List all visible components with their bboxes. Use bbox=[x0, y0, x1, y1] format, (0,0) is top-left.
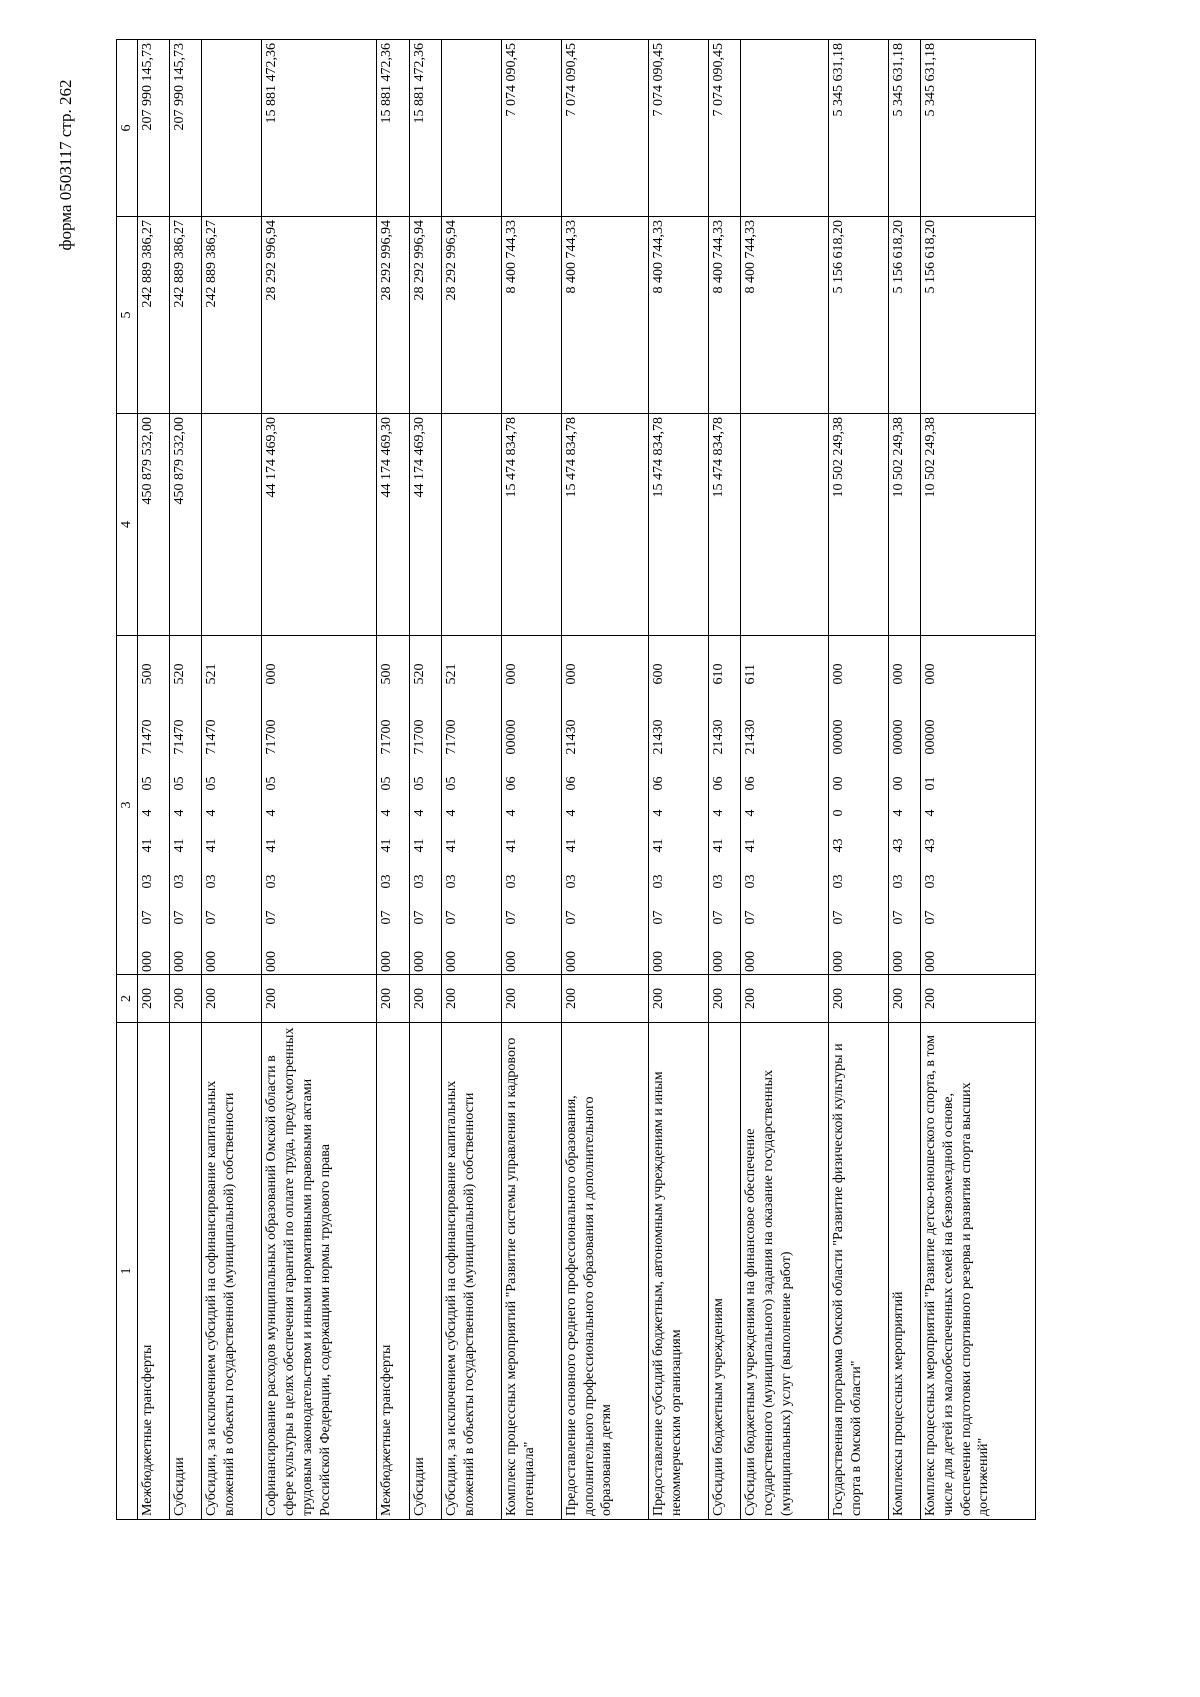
classification-code-part: 71470 bbox=[170, 687, 202, 757]
classification-code-part: 520 bbox=[409, 636, 441, 687]
classification-code-part: 03 bbox=[170, 855, 202, 891]
expense-name: Субсидии бюджетным учреждениям на финансовое обеспечение государственного (муниципального) задания на оказание государственных (муниципальных) услуг (выполнение работ) bbox=[741, 1023, 828, 1520]
classification-code-part: 07 bbox=[138, 891, 170, 927]
classification-code-part: 4 bbox=[501, 793, 561, 819]
classification-code-part: 00 bbox=[828, 757, 888, 793]
approved-amount: 44 174 469,30 bbox=[409, 414, 441, 636]
classification-code-part: 03 bbox=[377, 855, 409, 891]
classification-code-part: 05 bbox=[202, 757, 262, 793]
classification-code-part: 4 bbox=[377, 793, 409, 819]
unexecuted-amount: 15 881 472,36 bbox=[377, 40, 409, 217]
table-row bbox=[741, 40, 828, 1520]
line-code: 200 bbox=[708, 975, 740, 1023]
classification-code-part: 611 bbox=[741, 636, 828, 687]
executed-amount: 8 400 744,33 bbox=[501, 217, 561, 414]
classification-code-part: 000 bbox=[170, 927, 202, 975]
unexecuted-amount: 15 881 472,36 bbox=[409, 40, 441, 217]
classification-code-part: 41 bbox=[741, 819, 828, 855]
unexecuted-amount: 207 990 145,73 bbox=[138, 40, 170, 217]
classification-code-part: 71700 bbox=[441, 687, 501, 757]
classification-code-part: 41 bbox=[561, 819, 648, 855]
classification-code-part: 41 bbox=[501, 819, 561, 855]
classification-code-part: 03 bbox=[920, 855, 1035, 891]
classification-code-part: 41 bbox=[377, 819, 409, 855]
classification-code-part: 00 bbox=[888, 757, 920, 793]
classification-code-part: 71470 bbox=[138, 687, 170, 757]
classification-code-part: 41 bbox=[138, 819, 170, 855]
classification-code-part: 21430 bbox=[708, 687, 740, 757]
classification-code-part: 4 bbox=[262, 793, 377, 819]
classification-code-part: 000 bbox=[262, 636, 377, 687]
classification-code-part: 21430 bbox=[741, 687, 828, 757]
approved-amount bbox=[202, 414, 262, 636]
classification-code-part: 4 bbox=[170, 793, 202, 819]
expense-name: Субсидии bbox=[170, 1023, 202, 1520]
classification-code-part: 4 bbox=[138, 793, 170, 819]
classification-code-part: 03 bbox=[441, 855, 501, 891]
classification-code-part: 03 bbox=[888, 855, 920, 891]
classification-code-part: 521 bbox=[202, 636, 262, 687]
classification-code-part: 000 bbox=[828, 927, 888, 975]
classification-code-part: 01 bbox=[920, 757, 1035, 793]
line-code: 200 bbox=[138, 975, 170, 1023]
classification-code-part: 06 bbox=[708, 757, 740, 793]
classification-code-part: 000 bbox=[920, 927, 1035, 975]
unexecuted-amount: 7 074 090,45 bbox=[649, 40, 709, 217]
classification-code-part: 41 bbox=[262, 819, 377, 855]
classification-code-part: 07 bbox=[888, 891, 920, 927]
expense-name: Межбюджетные трансферты bbox=[377, 1023, 409, 1520]
executed-amount: 5 156 618,20 bbox=[828, 217, 888, 414]
classification-code-part: 07 bbox=[649, 891, 709, 927]
unexecuted-amount: 5 345 631,18 bbox=[828, 40, 888, 217]
classification-code-part: 03 bbox=[708, 855, 740, 891]
table-row bbox=[649, 40, 709, 1520]
classification-code-part: 03 bbox=[262, 855, 377, 891]
column-number-row bbox=[117, 40, 138, 1520]
classification-code-part: 610 bbox=[708, 636, 740, 687]
column-number: 3 bbox=[117, 636, 138, 975]
table-row bbox=[920, 40, 1035, 1520]
approved-amount bbox=[741, 414, 828, 636]
classification-code-part: 03 bbox=[409, 855, 441, 891]
approved-amount: 15 474 834,78 bbox=[708, 414, 740, 636]
classification-code-part: 03 bbox=[501, 855, 561, 891]
expense-name: Государственная программа Омской области "Развитие физической культуры и спорта в Омской области" bbox=[828, 1023, 888, 1520]
classification-code-part: 600 bbox=[649, 636, 709, 687]
table-row bbox=[441, 40, 501, 1520]
expense-name: Предоставление основного среднего профессионального образования, дополнительного профессионального образования и дополнительного образования детям bbox=[561, 1023, 648, 1520]
classification-code-part: 21430 bbox=[649, 687, 709, 757]
classification-code-part: 00000 bbox=[828, 687, 888, 757]
classification-code-part: 07 bbox=[441, 891, 501, 927]
expense-name: Субсидии бюджетным учреждениям bbox=[708, 1023, 740, 1520]
classification-code-part: 000 bbox=[202, 927, 262, 975]
unexecuted-amount bbox=[441, 40, 501, 217]
table-row bbox=[888, 40, 920, 1520]
table-row bbox=[170, 40, 202, 1520]
classification-code-part: 41 bbox=[708, 819, 740, 855]
line-code: 200 bbox=[649, 975, 709, 1023]
classification-code-part: 03 bbox=[138, 855, 170, 891]
table-row bbox=[561, 40, 648, 1520]
classification-code-part: 43 bbox=[828, 819, 888, 855]
approved-amount: 15 474 834,78 bbox=[561, 414, 648, 636]
classification-code-part: 4 bbox=[561, 793, 648, 819]
line-code: 200 bbox=[202, 975, 262, 1023]
table-row bbox=[138, 40, 170, 1520]
classification-code-part: 000 bbox=[828, 636, 888, 687]
unexecuted-amount bbox=[741, 40, 828, 217]
classification-code-part: 4 bbox=[409, 793, 441, 819]
line-code: 200 bbox=[888, 975, 920, 1023]
executed-amount: 242 889 386,27 bbox=[170, 217, 202, 414]
classification-code-part: 05 bbox=[138, 757, 170, 793]
classification-code-part: 520 bbox=[170, 636, 202, 687]
classification-code-part: 03 bbox=[741, 855, 828, 891]
line-code: 200 bbox=[170, 975, 202, 1023]
classification-code-part: 06 bbox=[561, 757, 648, 793]
classification-code-part: 41 bbox=[409, 819, 441, 855]
unexecuted-amount: 5 345 631,18 bbox=[920, 40, 1035, 217]
table-row bbox=[202, 40, 262, 1520]
executed-amount: 5 156 618,20 bbox=[888, 217, 920, 414]
classification-code-part: 00000 bbox=[920, 687, 1035, 757]
classification-code-part: 000 bbox=[561, 927, 648, 975]
line-code: 200 bbox=[828, 975, 888, 1023]
classification-code-part: 71470 bbox=[202, 687, 262, 757]
line-code: 200 bbox=[741, 975, 828, 1023]
classification-code-part: 000 bbox=[262, 927, 377, 975]
classification-code-part: 4 bbox=[920, 793, 1035, 819]
classification-code-part: 000 bbox=[561, 636, 648, 687]
expense-name: Комплексы процессных мероприятий bbox=[888, 1023, 920, 1520]
unexecuted-amount: 7 074 090,45 bbox=[561, 40, 648, 217]
approved-amount: 10 502 249,38 bbox=[888, 414, 920, 636]
table-row bbox=[828, 40, 888, 1520]
expense-name: Предоставление субсидий бюджетным, автономным учреждениям и иным некоммерческим организациям bbox=[649, 1023, 709, 1520]
classification-code-part: 4 bbox=[202, 793, 262, 819]
approved-amount: 15 474 834,78 bbox=[649, 414, 709, 636]
table-row bbox=[708, 40, 740, 1520]
unexecuted-amount: 207 990 145,73 bbox=[170, 40, 202, 217]
classification-code-part: 41 bbox=[170, 819, 202, 855]
classification-code-part: 21430 bbox=[561, 687, 648, 757]
classification-code-part: 07 bbox=[377, 891, 409, 927]
classification-code-part: 07 bbox=[409, 891, 441, 927]
line-code: 200 bbox=[262, 975, 377, 1023]
classification-code-part: 07 bbox=[170, 891, 202, 927]
classification-code-part: 43 bbox=[888, 819, 920, 855]
classification-code-part: 06 bbox=[501, 757, 561, 793]
approved-amount: 10 502 249,38 bbox=[828, 414, 888, 636]
unexecuted-amount: 7 074 090,45 bbox=[708, 40, 740, 217]
classification-code-part: 500 bbox=[138, 636, 170, 687]
unexecuted-amount: 15 881 472,36 bbox=[262, 40, 377, 217]
classification-code-part: 05 bbox=[262, 757, 377, 793]
classification-code-part: 4 bbox=[888, 793, 920, 819]
classification-code-part: 000 bbox=[441, 927, 501, 975]
classification-code-part: 07 bbox=[828, 891, 888, 927]
classification-code-part: 41 bbox=[649, 819, 709, 855]
unexecuted-amount bbox=[202, 40, 262, 217]
rotated-page-content bbox=[116, 40, 1036, 1520]
classification-code-part: 41 bbox=[441, 819, 501, 855]
executed-amount: 242 889 386,27 bbox=[138, 217, 170, 414]
classification-code-part: 07 bbox=[262, 891, 377, 927]
classification-code-part: 00000 bbox=[501, 687, 561, 757]
executed-amount: 8 400 744,33 bbox=[741, 217, 828, 414]
approved-amount: 10 502 249,38 bbox=[920, 414, 1035, 636]
classification-code-part: 000 bbox=[501, 636, 561, 687]
column-number: 1 bbox=[117, 1023, 138, 1520]
column-number: 2 bbox=[117, 975, 138, 1023]
classification-code-part: 41 bbox=[202, 819, 262, 855]
classification-code-part: 07 bbox=[708, 891, 740, 927]
line-code: 200 bbox=[441, 975, 501, 1023]
expense-name: Комплекс процессных мероприятий "Развитие системы управления и кадрового потенциала" bbox=[501, 1023, 561, 1520]
classification-code-part: 05 bbox=[409, 757, 441, 793]
classification-code-part: 71700 bbox=[262, 687, 377, 757]
classification-code-part: 0 bbox=[828, 793, 888, 819]
classification-code-part: 4 bbox=[649, 793, 709, 819]
classification-code-part: 71700 bbox=[409, 687, 441, 757]
table-row bbox=[262, 40, 377, 1520]
classification-code-part: 000 bbox=[377, 927, 409, 975]
approved-amount: 15 474 834,78 bbox=[501, 414, 561, 636]
executed-amount: 28 292 996,94 bbox=[377, 217, 409, 414]
classification-code-part: 05 bbox=[441, 757, 501, 793]
classification-code-part: 71700 bbox=[377, 687, 409, 757]
column-number: 5 bbox=[117, 217, 138, 414]
classification-code-part: 000 bbox=[888, 636, 920, 687]
column-number: 6 bbox=[117, 40, 138, 217]
classification-code-part: 03 bbox=[828, 855, 888, 891]
line-code: 200 bbox=[920, 975, 1035, 1023]
classification-code-part: 43 bbox=[920, 819, 1035, 855]
expense-name: Межбюджетные трансферты bbox=[138, 1023, 170, 1520]
column-number: 4 bbox=[117, 414, 138, 636]
classification-code-part: 03 bbox=[561, 855, 648, 891]
classification-code-part: 07 bbox=[561, 891, 648, 927]
executed-amount: 28 292 996,94 bbox=[409, 217, 441, 414]
classification-code-part: 07 bbox=[202, 891, 262, 927]
classification-code-part: 06 bbox=[741, 757, 828, 793]
classification-code-part: 03 bbox=[649, 855, 709, 891]
classification-code-part: 000 bbox=[501, 927, 561, 975]
classification-code-part: 07 bbox=[920, 891, 1035, 927]
expense-name: Комплекс процессных мероприятий "Развитие детско-юношеского спорта, в том числе для детей из малообеспеченных семей на безвозмездной основе, обеспечение подготовки спортивного резерва и развития спорта высших достижений" bbox=[920, 1023, 1035, 1520]
classification-code-part: 06 bbox=[649, 757, 709, 793]
executed-amount: 8 400 744,33 bbox=[708, 217, 740, 414]
classification-code-part: 000 bbox=[409, 927, 441, 975]
executed-amount: 5 156 618,20 bbox=[920, 217, 1035, 414]
line-code: 200 bbox=[377, 975, 409, 1023]
line-code: 200 bbox=[501, 975, 561, 1023]
line-code: 200 bbox=[561, 975, 648, 1023]
table-row bbox=[501, 40, 561, 1520]
classification-code-part: 000 bbox=[888, 927, 920, 975]
executed-amount: 8 400 744,33 bbox=[649, 217, 709, 414]
classification-code-part: 00000 bbox=[888, 687, 920, 757]
executed-amount: 28 292 996,94 bbox=[262, 217, 377, 414]
classification-code-part: 07 bbox=[741, 891, 828, 927]
classification-code-part: 4 bbox=[741, 793, 828, 819]
executed-amount: 28 292 996,94 bbox=[441, 217, 501, 414]
unexecuted-amount: 5 345 631,18 bbox=[888, 40, 920, 217]
classification-code-part: 05 bbox=[170, 757, 202, 793]
form-page-label-box bbox=[46, 50, 86, 280]
classification-code-part: 521 bbox=[441, 636, 501, 687]
approved-amount: 450 879 532,00 bbox=[170, 414, 202, 636]
approved-amount: 44 174 469,30 bbox=[262, 414, 377, 636]
unexecuted-amount: 7 074 090,45 bbox=[501, 40, 561, 217]
expense-name: Субсидии, за исключением субсидий на софинансирование капитальных вложений в объекты государственной (муниципальной) собственности bbox=[441, 1023, 501, 1520]
classification-code-part: 03 bbox=[202, 855, 262, 891]
approved-amount: 44 174 469,30 bbox=[377, 414, 409, 636]
expense-name: Софинансирование расходов муниципальных образований Омской области в сфере культуры в целях обеспечения гарантий по оплате труда, предусмотренных трудовым законодательством и иными нормативными правовыми актами Российской Федерации, содержащими нормы трудового права bbox=[262, 1023, 377, 1520]
approved-amount: 450 879 532,00 bbox=[138, 414, 170, 636]
classification-code-part: 000 bbox=[920, 636, 1035, 687]
expense-name: Субсидии bbox=[409, 1023, 441, 1520]
classification-code-part: 000 bbox=[138, 927, 170, 975]
classification-code-part: 4 bbox=[708, 793, 740, 819]
executed-amount: 8 400 744,33 bbox=[561, 217, 648, 414]
form-page-label: форма 0503117 стр. 262 bbox=[56, 79, 75, 251]
expense-name: Субсидии, за исключением субсидий на софинансирование капитальных вложений в объекты государственной (муниципальной) собственности bbox=[202, 1023, 262, 1520]
table-row bbox=[409, 40, 441, 1520]
classification-code-part: 4 bbox=[441, 793, 501, 819]
classification-code-part: 500 bbox=[377, 636, 409, 687]
executed-amount: 242 889 386,27 bbox=[202, 217, 262, 414]
line-code: 200 bbox=[409, 975, 441, 1023]
classification-code-part: 07 bbox=[501, 891, 561, 927]
table-row bbox=[377, 40, 409, 1520]
approved-amount bbox=[441, 414, 501, 636]
budget-execution-table bbox=[116, 39, 1036, 1520]
classification-code-part: 000 bbox=[741, 927, 828, 975]
classification-code-part: 05 bbox=[377, 757, 409, 793]
classification-code-part: 000 bbox=[708, 927, 740, 975]
classification-code-part: 000 bbox=[649, 927, 709, 975]
